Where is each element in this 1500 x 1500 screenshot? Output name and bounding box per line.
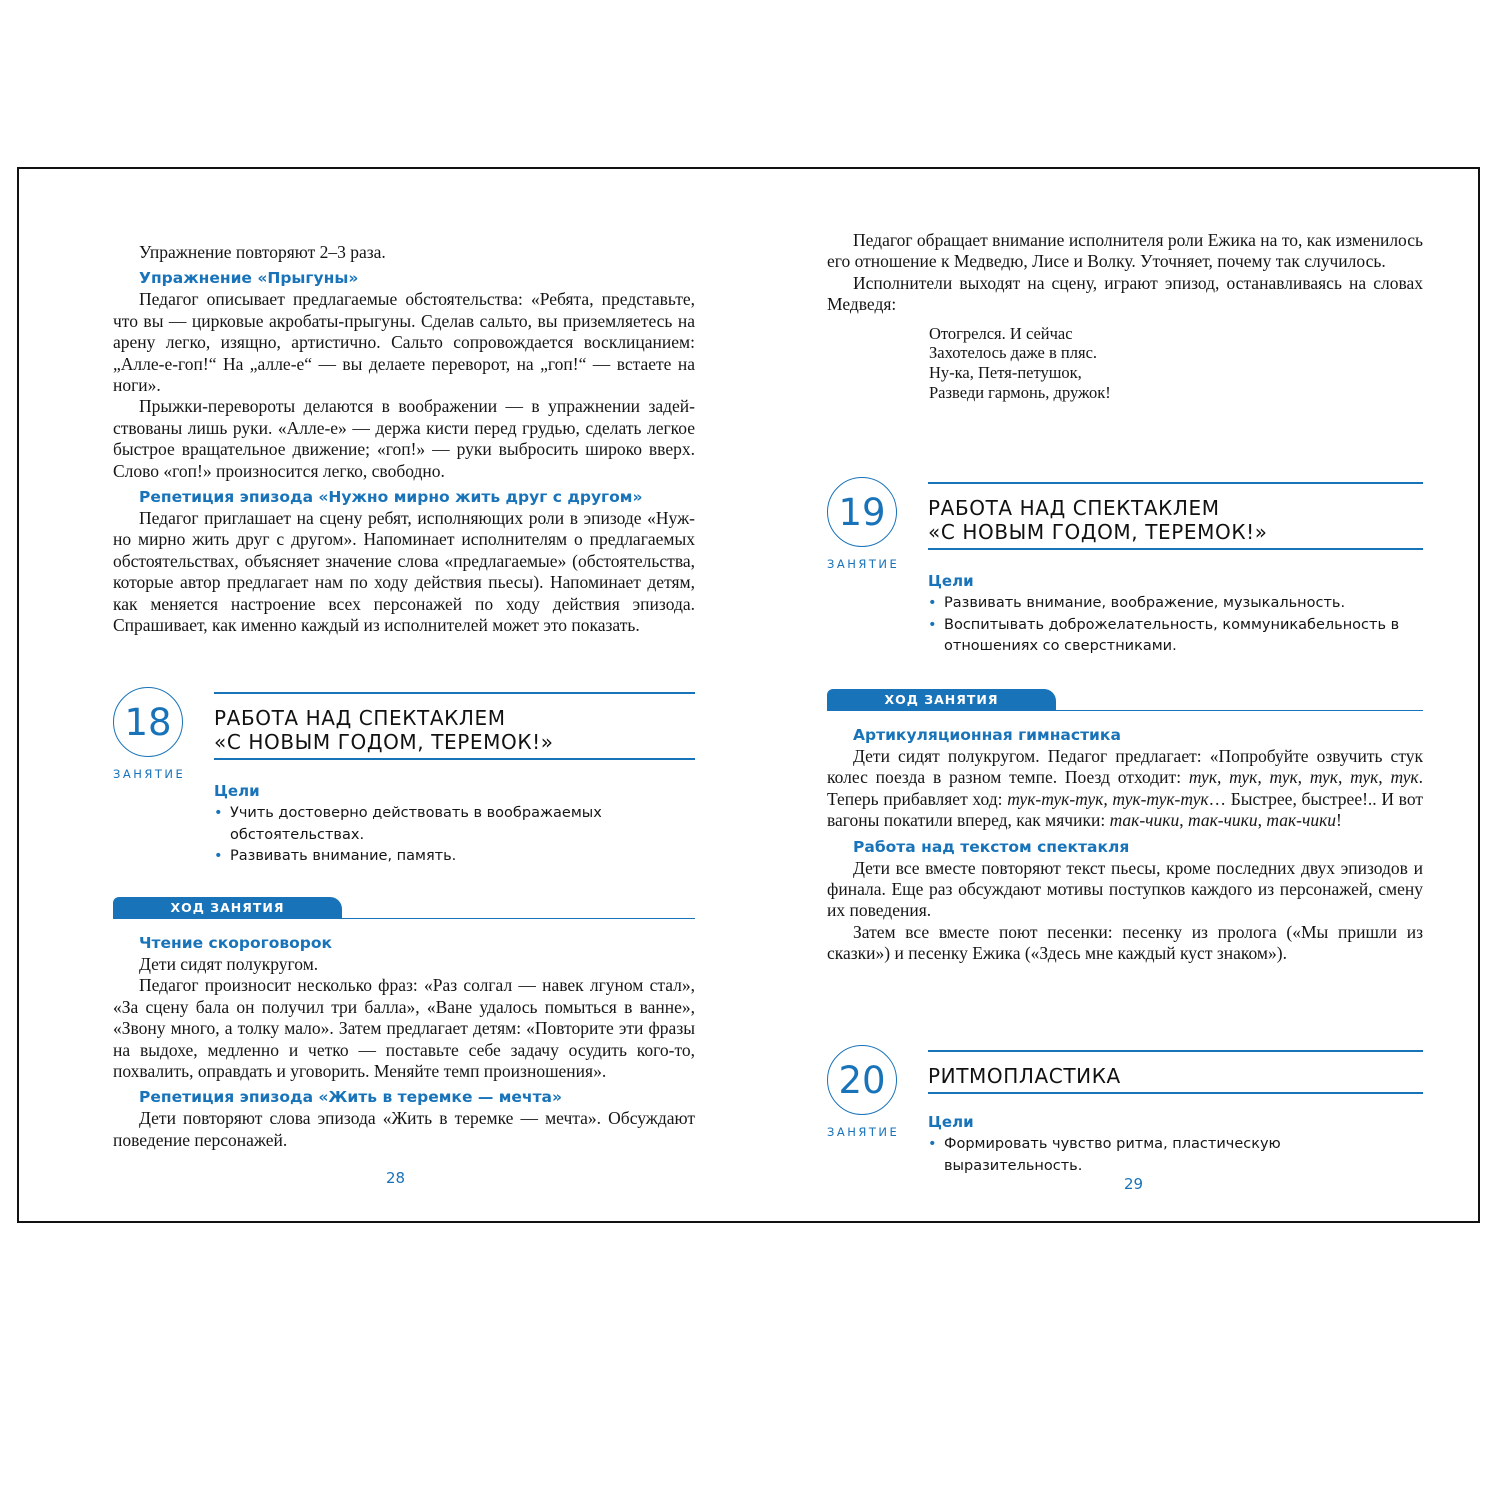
lesson-title: РАБОТА НАД СПЕКТАКЛЕМ «С НОВЫМ ГОДОМ, ТЕРЕМОК!» [928,496,1268,544]
goal-item: • Формировать чувство ритма, пластическую выразительность. [928,1134,1423,1177]
lesson-20 [827,1045,1423,1174]
rehearsal-heading: Репетиция эпизода «Нужно мирно жить друг с другом» [139,488,643,507]
lesson-label: ЗАНЯТИЕ [113,767,186,781]
section-band [827,689,1423,711]
goals-heading: Цели [214,782,260,800]
lesson-19 [827,477,1423,657]
articulation-text: … Быстрее, быстрее!.. И вот вагоны покатили вперед, как мячики: [827,788,1423,831]
lesson-number-badge: 19 [827,477,897,547]
poem-line: Ну-ка, Петя-петушок, [929,363,1082,383]
lesson-title-box [214,692,695,760]
tongue-twister-paragraph-2: Педагог произносит несколько фраз: «Раз солгал — навек лгуном стал», «За сцену бала он получил три балла», «Ване удалось помыться в ванне», «Звону много, а толку мало». Затем предлагает детям: «Повторите эти фразы на выдохе, медленно и четко — поставьте себе задачу осудить кого-то, похвалить, оправдать и уговорить. Меняйте темп произношения». [113,975,695,1082]
lesson-number-badge: 18 [113,687,183,757]
tongue-twister-paragraph-1: Дети сидят полукругом. [139,954,319,974]
articulation-text: . Теперь прибавляет ход: [827,767,1423,809]
goal-item: • Развивать внимание, воображение, музыкальность. [928,593,1423,615]
articulation-text: , [1257,810,1267,831]
exercise-heading: Упражнение «Прыгуны» [139,269,359,288]
exercise-paragraph-2: Прыжки-перевороты делаются в воображении — в упражнении задействованы лишь руки. «Алле-е» — держа кисти перед грудью, сделать легкое быстрое вращательное движение; «гоп!» — руки выбросить широко вверх. Слово «гоп!» произносится легко, свободно. [113,396,695,481]
articulation-text: Дети сидят полукругом. Педагог предлагает: «Попробуйте озвучить стук колес поезда в разном темпе. Поезд отходит: [827,746,1423,788]
script-work-paragraph-1: Дети все вместе повторяют текст пьесы, кроме последних двух эпизодов и финала. Еще раз обсуждают мотивы поступков каждого из персонажей, смену их поведения. [827,857,1423,921]
script-work-paragraph-2: Затем все вместе поют песенки: песенку из пролога («Мы пришли из сказки») и песенку Ежика («Здесь мне каждый куст знаком»). [827,921,1423,964]
articulation-italic: так-чики [1187,810,1258,831]
goal-item: • Воспитывать доброжелательность, коммуникабельность в отношениях со сверстниками. [928,615,1423,658]
page-number-left: 28 [386,1169,406,1187]
articulation-italic: тук, тук, тук, тук, тук, тук [1188,767,1419,788]
book-spread [17,167,1480,1223]
right-middle-block [827,725,1423,965]
articulation-paragraph [827,746,1423,832]
poem-line: Захотелось даже в пляс. [929,343,1098,363]
lesson-label: ЗАНЯТИЕ [827,557,900,571]
section-band-label: ХОД ЗАНЯТИЯ [113,897,342,919]
section-band-label: ХОД ЗАНЯТИЯ [827,689,1056,711]
articulation-text: ! [1336,810,1342,831]
goals-block [928,1113,1423,1177]
script-work-heading: Работа над текстом спектакля [853,837,1130,856]
tongue-twister-heading: Чтение скороговорок [139,934,333,952]
lesson-18 [113,687,695,864]
section-band-rule [827,710,1423,711]
poem-block [827,324,1423,403]
articulation-italic: тук-тук-тук, тук-тук-тук [1007,788,1209,809]
poem-line: Отогрелся. И сейчас [929,323,1073,343]
lesson-title: РИТМОПЛАСТИКА [928,1064,1121,1088]
articulation-text: , [1179,810,1188,831]
right-top-block [827,230,1423,403]
lesson-number-badge: 20 [827,1045,897,1115]
goals-heading: Цели [928,572,974,590]
goals-block [928,572,1423,658]
articulation-italic: так-чики [1266,810,1337,831]
rehearsal-paragraph: Педагог приглашает на сцену ребят, исполняющих роли в эпизоде «Нужно мирно жить друг с другом». Напоминает исполнителям о предлагаемых обстоятельствах, объясняет значение слова «предлагаемые» (обстоятельства, которые автор предлагает нам по ходу действия пьесы). Напоминает детям, как меняется настроение всех персонажей по ходу действия эпизода. Спрашивает, как именно каждый из исполнителей может это показать. [113,508,695,636]
rehearsal2-paragraph: Дети повторяют слова эпизода «Жить в теремке — мечта». Обсуждают поведение персонажей. [113,1108,695,1150]
left-top-block [113,242,695,637]
goal-item: • Развивать внимание, память. [214,846,695,868]
section-band-rule [113,918,695,919]
right-paragraph-1: Педагог обращает внимание исполнителя роли Ежика на то, как изменилось его отношение к Медведю, Лисе и Волку. Уточняет, почему так случилось. [827,230,1423,272]
lesson-title-box [928,1050,1423,1094]
articulation-heading: Артикуляционная гимнастика [853,726,1121,744]
goals-heading: Цели [928,1113,974,1131]
rehearsal2-heading: Репетиция эпизода «Жить в теремке — мечта» [139,1088,563,1107]
right-paragraph-2: Исполнители выходят на сцену, играют эпизод, останавливаясь на словах Медведя: [827,272,1423,315]
left-bottom-block [113,933,695,1151]
page-number-right: 29 [1124,1175,1144,1193]
lesson-title: РАБОТА НАД СПЕКТАКЛЕМ «С НОВЫМ ГОДОМ, ТЕРЕМОК!» [214,706,554,754]
lesson-title-box [928,482,1423,550]
intro-paragraph: Упражнение повторяют 2–3 раза. [139,242,386,262]
articulation-italic: так-чики [1109,810,1180,831]
poem-line: Разведи гармонь, дружок! [929,383,1111,403]
goals-block [214,782,695,868]
goal-item: • Учить достоверно действовать в воображаемых обстоятельствах. [214,803,695,846]
exercise-paragraph-1: Педагог описывает предлагаемые обстоятельства: «Ребята, представьте, что вы — цирковые акробаты-прыгуны. Сделав сальто, вы приземляетесь на арену легко, изящно, артистично. Сальто сопровождается восклицанием: „Алле-е-гоп!“ На „алле-е“ — вы делаете переворот, на „гоп!“ — встаете на ноги». [113,289,695,396]
lesson-label: ЗАНЯТИЕ [827,1125,900,1139]
section-band [113,897,695,919]
